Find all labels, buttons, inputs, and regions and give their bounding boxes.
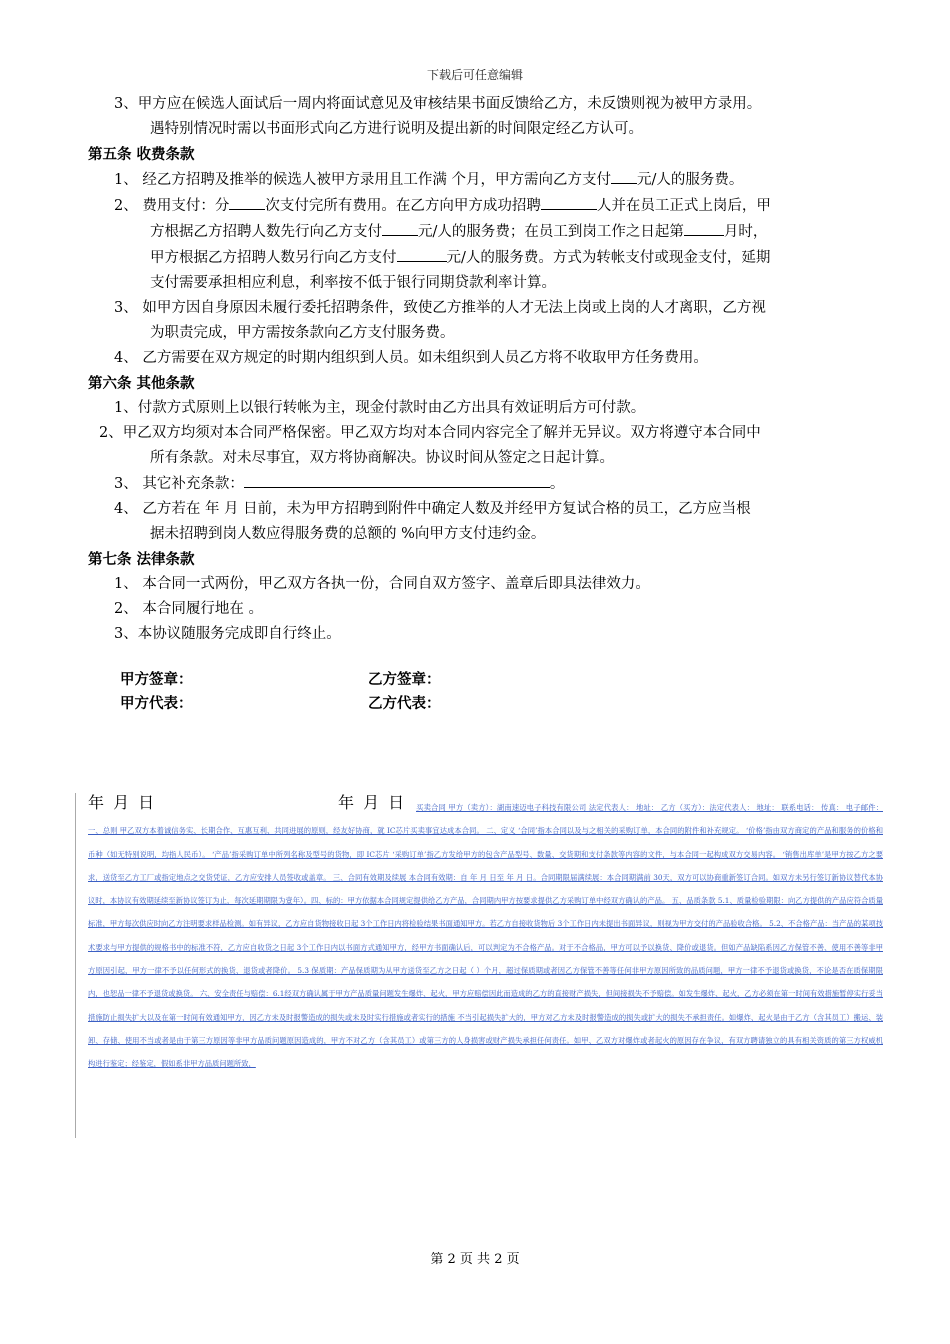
- contract-body: [88, 92, 888, 647]
- blank-installments[interactable]: [229, 193, 265, 210]
- party-b-rep-label: 乙方代表：: [368, 695, 441, 712]
- art5-item3-line1: 3、 如甲方因自身原因未履行委托招聘条件，致使乙方推举的人才无法上岗或上岗的人才离职，乙方视: [114, 300, 766, 316]
- art5-item1-text: 1、 经乙方招聘及推举的候选人被甲方录用且工作满 个月，甲方需向乙方支付: [114, 172, 611, 188]
- page-footer: 第 2 页 共 2 页: [430, 1252, 520, 1267]
- article5-heading: 第五条 收费条款: [88, 146, 195, 163]
- art6-item2-line1: 2、甲乙双方均须对本合同严格保密。甲乙双方均对本合同内容完全了解并无异议。双方将遵守本合同中: [99, 425, 761, 441]
- blank-hire-count[interactable]: [541, 193, 597, 210]
- embedded-contract-text[interactable]: [88, 796, 883, 1076]
- party-a-rep-label: 甲方代表：: [120, 695, 193, 712]
- art4-item3-line2: 遇特别情况时需以书面形式向乙方进行说明及提出新的时间限定经乙方认可。: [150, 121, 643, 137]
- art5-item2-line2: [88, 219, 888, 245]
- date-party-a: 年 月 日: [88, 793, 157, 812]
- art5-item2-text-b: 次支付完所有费用。在乙方向甲方成功招聘: [265, 198, 541, 214]
- art6-item4-line1: 4、 乙方若在 年 月 日前，未为甲方招聘到附件中确定人数及并经甲方复试合格的员工，乙方应当根: [114, 501, 751, 517]
- article6-heading: 第六条 其他条款: [88, 375, 195, 392]
- art5-item3-line2: 为职责完成，甲方需按条款向乙方支付服务费。: [150, 325, 455, 341]
- party-b-seal-label: 乙方签章：: [368, 671, 441, 688]
- art4-item3-line1: 3、甲方应在候选人面试后一周内将面试意见及审核结果书面反馈给乙方，未反馈则视为被甲方录用。: [114, 96, 762, 112]
- blank-fee-amount[interactable]: [611, 167, 637, 184]
- art5-item2-text-a: 2、 费用支付：分: [114, 198, 230, 214]
- art5-item2-text-c: 人并在员工正式上岗后，甲: [596, 198, 771, 214]
- embedded-contract-content: 买卖合同 甲方（卖方）：湖南速迈电子科技有限公司 法定代表人： 地址： 乙方（买方）：法定代表人： 地址： 联系电话： 传真： 电子邮件： 一、总则 甲乙双方本着诚信务实、长期合作、互惠互利、共同进展的原则，经友好协商，就 IC芯片买卖事宜达成本合同。 二、定义 ‘合同’指本合同以及与之相关的采购订单，本合同的附件和补充规定。 ‘价格’指由双方商定的产品和服务的价格和币种（如无特别说明，均指人民币）。 ‘产品’指采购订单中所列名称及型号的货物，即 IC芯片 ‘采购订单’指乙方发给甲方的包含产品型号、数量、交货期和支付条款等内容的文件，与本合同一起构成双方交易内容。 ‘销售出库单’是甲方按乙方之要求，送货至乙方工厂或指定地点之交货凭证，乙方应安排人员签收或盖章。 三、合同有效期及续展 本合同有效期：自 年 月 日至 年 月 日。合同期限届满续展：本合同期满前 30天，双方可以协商重新签订合同。如双方未另行签订新协议替代本协议时，本协议有效期延续至新协议签订为止，每次延期期限为壹年）。四、标的：甲方依据本合同规定提供给乙方产品，合同期内甲方按要求提供乙方采购订单中经双方确认的产品。 五、品质条款 5.1、质量检验期限：向乙方提供的产品应符合质量标准，甲方每次供应时向乙方注明要求样品检测。如有异议，乙方应自货物接收日起 3个工作日内将检验结果书面通知甲方。若乙方自接收货物后 3个工作日内未提出书面异议，则视为甲方交付的产品验收合格。 5.2、不合格产品：当产品的某项技术要求与甲方提供的规格书中的标准不符，乙方应自收货之日起 3个工作日内以书面方式通知甲方，经甲方书面确认后，可以判定为不合格产品。对于不合格品，甲方可以予以换货、降价或退货。但如产品缺陷系因乙方保管不善、使用不善等非甲方原因引起，甲方一律不予以任何形式的换货、退货或者降价。 5.3 保质期：产品保质期为从甲方送货至乙方之日起（ ）个月，超过保质期或者因乙方保管不善等任何非甲方原因所致的品质问题，甲方一律不予退货或换货，不论是否在质保期限内，也恕品一律不予退货或换货。 六、安全责任与赔偿：6.1经双方确认属于甲方产品质量问题发生爆炸、起火，甲方应赔偿因此而造成的乙方的直接财产损失，但间接损失不予赔偿。如发生爆炸、起火，乙方必须在第一时间有效措施暂停实行妥当措施防止损失扩大以及在第一时间有效通知甲方，因乙方未及时报警造成的损失或未及时实行措施或者实行的措施 不当引起损失扩大的，甲方对乙方未及时报警造成的损失或扩大的损失不承担责任。如爆炸、起火是由于乙方（含其员工）搬运、装卸、存储、使用不当或者是由于第三方原因等非甲方品质问题原因造成的，甲方不对乙方（含其员工）或第三方的人身损害或财产损失承担任何责任。如甲、乙双方对爆炸或者起火的原因存在争议，有双方聘请独立的具有相关资质的第三方权威机构进行鉴定；经鉴定，假如系非甲方品质问题所致，: [88, 803, 883, 1069]
- art5-item1-text-end: 元/人的服务费。: [636, 172, 744, 188]
- article7-heading: 第七条 法律条款: [88, 551, 195, 568]
- art5-item4: 4、 乙方需要在双方规定的时期内组织到人员。如未组织到人员乙方将不收取甲方任务费用。: [114, 350, 708, 366]
- art5-item2-text-h: 元/人的服务费。方式为转帐支付或现金支付，延期: [446, 250, 771, 266]
- art5-item2-line3: [88, 245, 888, 271]
- art7-item1: 1、 本合同一式两份，甲乙双方各执一份，合同自双方签字、盖章后即具法律效力。: [114, 576, 650, 592]
- art6-item4-line2: 据未招聘到岗人数应得服务费的总额的 %向甲方支付违约金。: [150, 526, 546, 542]
- blank-first-fee[interactable]: [382, 219, 418, 236]
- blank-second-fee[interactable]: [397, 245, 447, 262]
- art5-item2-text-d: 方根据乙方招聘人数先行向乙方支付: [150, 224, 382, 240]
- blank-other-terms[interactable]: [244, 471, 550, 488]
- party-a-seal-label: 甲方签章：: [120, 671, 193, 688]
- art7-item3: 3、本协议随服务完成即自行终止。: [114, 626, 341, 642]
- art7-item2: 2、 本合同履行地在 。: [114, 601, 263, 617]
- art5-item1: [88, 167, 888, 193]
- art6-item3-text: 3、 其它补充条款：: [114, 476, 244, 492]
- art5-item2-text-g: 甲方根据乙方招聘人数另行向乙方支付: [150, 250, 397, 266]
- date-party-b: 年 月 日: [338, 793, 407, 812]
- page-header: 下载后可任意编辑: [426, 68, 523, 82]
- art5-item2-text-f: 月时，: [723, 224, 768, 240]
- art6-item3-end: 。: [549, 476, 565, 492]
- blank-month-number[interactable]: [684, 219, 724, 236]
- art6-item1: 1、付款方式原则上以银行转帐为主，现金付款时由乙方出具有效证明后方可付款。: [114, 400, 646, 416]
- art5-item2-text-e: 元/人的服务费；在员工到岗工作之日起第: [418, 224, 684, 240]
- art5-item2-line1: [88, 193, 888, 219]
- margin-line: [75, 793, 76, 1138]
- art6-item3: [88, 471, 888, 497]
- art5-item2-line4: 支付需要承担相应利息，利率按不低于银行同期贷款利率计算。: [150, 275, 556, 291]
- art6-item2-line2: 所有条款。对未尽事宜，双方将协商解决。协议时间从签定之日起计算。: [150, 450, 614, 466]
